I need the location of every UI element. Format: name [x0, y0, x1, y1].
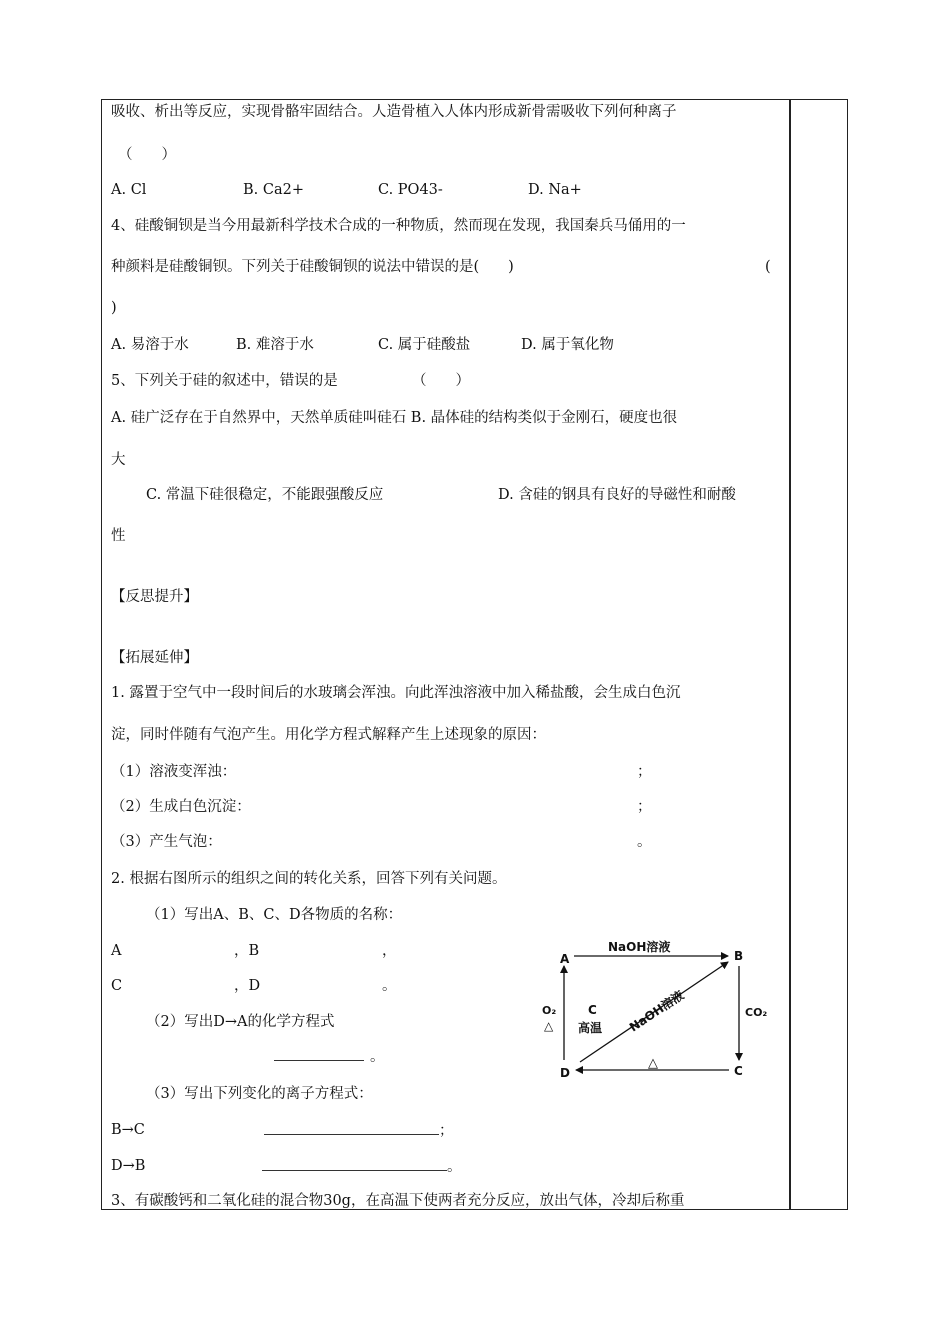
label-mid-c: C [588, 1003, 597, 1017]
node-c: C [734, 1064, 743, 1078]
ext2-part2-end: 。 [370, 1049, 385, 1065]
q4-line3: ) [111, 300, 117, 316]
q5-option-a-b: A. 硅广泛存在于自然界中，天然单质硅叫硅石 B. 晶体硅的结构类似于金刚石，硬度也很 [111, 410, 678, 426]
label-right: CO₂ [745, 1006, 768, 1019]
ext2-db-end: 。 [447, 1159, 462, 1175]
ext1-sub2: （2）生成白色沉淀： [111, 799, 251, 815]
q4-option-d: D. 属于氧化物 [521, 337, 614, 353]
q3-option-b: B. Ca2+ [243, 182, 304, 198]
ext1-sub1: （1）溶液变浑浊： [111, 764, 237, 780]
node-a: A [560, 952, 570, 966]
ext2-label-b: ，B [234, 943, 260, 959]
label-top: NaOH溶液 [608, 940, 671, 954]
label-mid-gaowen: 高温 [578, 1021, 603, 1035]
ext2-label-a: A [111, 943, 122, 959]
q4-paren-right: ( [765, 259, 771, 275]
label-diagonal: NaOH溶液 [626, 987, 687, 1035]
q3-option-c: C. PO43- [378, 182, 443, 198]
ext2-part2-blank [274, 1046, 385, 1066]
section-reflect: 【反思提升】 [111, 589, 198, 605]
ext2-stem: 2. 根据右图所示的组织之间的转化关系，回答下列有关问题。 [111, 871, 507, 887]
ext2-label-d: ，D [234, 978, 261, 994]
q4-line2: 种颜料是硅酸铜钡。下列关于硅酸铜钡的说法中错误的是( ) [111, 259, 514, 275]
label-bottom: △ [648, 1056, 658, 1071]
ext1-sub1-end: ； [637, 764, 652, 780]
label-left-o2: O₂ [542, 1004, 557, 1017]
table-column-divider [789, 99, 791, 1210]
ext2-label-b-end: ， [382, 943, 397, 959]
ext1-line1: 1. 露置于空气中一段时间后的水玻璃会浑浊。向此浑浊溶液中加入稀盐酸，会生成白色沉 [111, 685, 681, 701]
q5-paren: （ ） [412, 373, 470, 389]
q5-option-c: C. 常温下硅很稳定，不能跟强酸反应 [146, 487, 384, 503]
ext2-db-blank [262, 1156, 462, 1176]
node-b: B [734, 949, 744, 963]
q3-paren: （ ） [118, 147, 176, 163]
ext2-bc-label: B→C [111, 1122, 145, 1138]
node-d: D [560, 1066, 570, 1080]
q4-option-b: B. 难溶于水 [236, 337, 314, 353]
q5-stem: 5、下列关于硅的叙述中，错误的是 [111, 373, 338, 389]
q5-option-d: D. 含硅的钢具有良好的导磁性和耐酸 [498, 487, 736, 503]
q4-option-a: A. 易溶于水 [111, 337, 189, 353]
ext3-line1: 3、有碳酸钙和二氧化硅的混合物30g，在高温下使两者充分反应，放出气体，冷却后称重 [111, 1193, 685, 1209]
ext2-label-d-end: 。 [382, 978, 397, 994]
ext2-part1: （1）写出A、B、C、D各物质的名称： [146, 907, 403, 923]
label-left-delta: △ [544, 1019, 554, 1033]
ext2-part2: （2）写出D→A的化学方程式 [146, 1014, 335, 1030]
ext2-bc-end: ； [439, 1123, 454, 1139]
ext2-db-label: D→B [111, 1158, 146, 1174]
q3-line1: 吸收、析出等反应，实现骨骼牢固结合。人造骨植入人体内形成新骨需吸收下列何种离子 [111, 104, 677, 120]
q5-option-b-cont: 大 [111, 452, 126, 468]
ext2-label-c: C [111, 978, 123, 994]
ext2-bc-blank [264, 1120, 454, 1140]
ext1-sub3: （3）产生气泡： [111, 834, 222, 850]
q3-option-d: D. Na+ [528, 182, 582, 198]
ext2-part3: （3）写出下列变化的离子方程式： [146, 1086, 373, 1102]
q4-option-c: C. 属于硅酸盐 [378, 337, 471, 353]
q4-line1: 4、硅酸铜钡是当今用最新科学技术合成的一种物质，然而现在发现，我国秦兵马俑用的一 [111, 218, 686, 234]
reaction-diagram [528, 936, 776, 1086]
q5-option-d-cont: 性 [111, 528, 126, 544]
section-extend: 【拓展延伸】 [111, 650, 198, 666]
ext1-line2: 淀，同时伴随有气泡产生。用化学方程式解释产生上述现象的原因： [111, 727, 546, 743]
ext1-sub2-end: ； [637, 799, 652, 815]
q3-option-a: A. Cl [111, 182, 147, 198]
ext1-sub3-end: 。 [637, 834, 652, 850]
